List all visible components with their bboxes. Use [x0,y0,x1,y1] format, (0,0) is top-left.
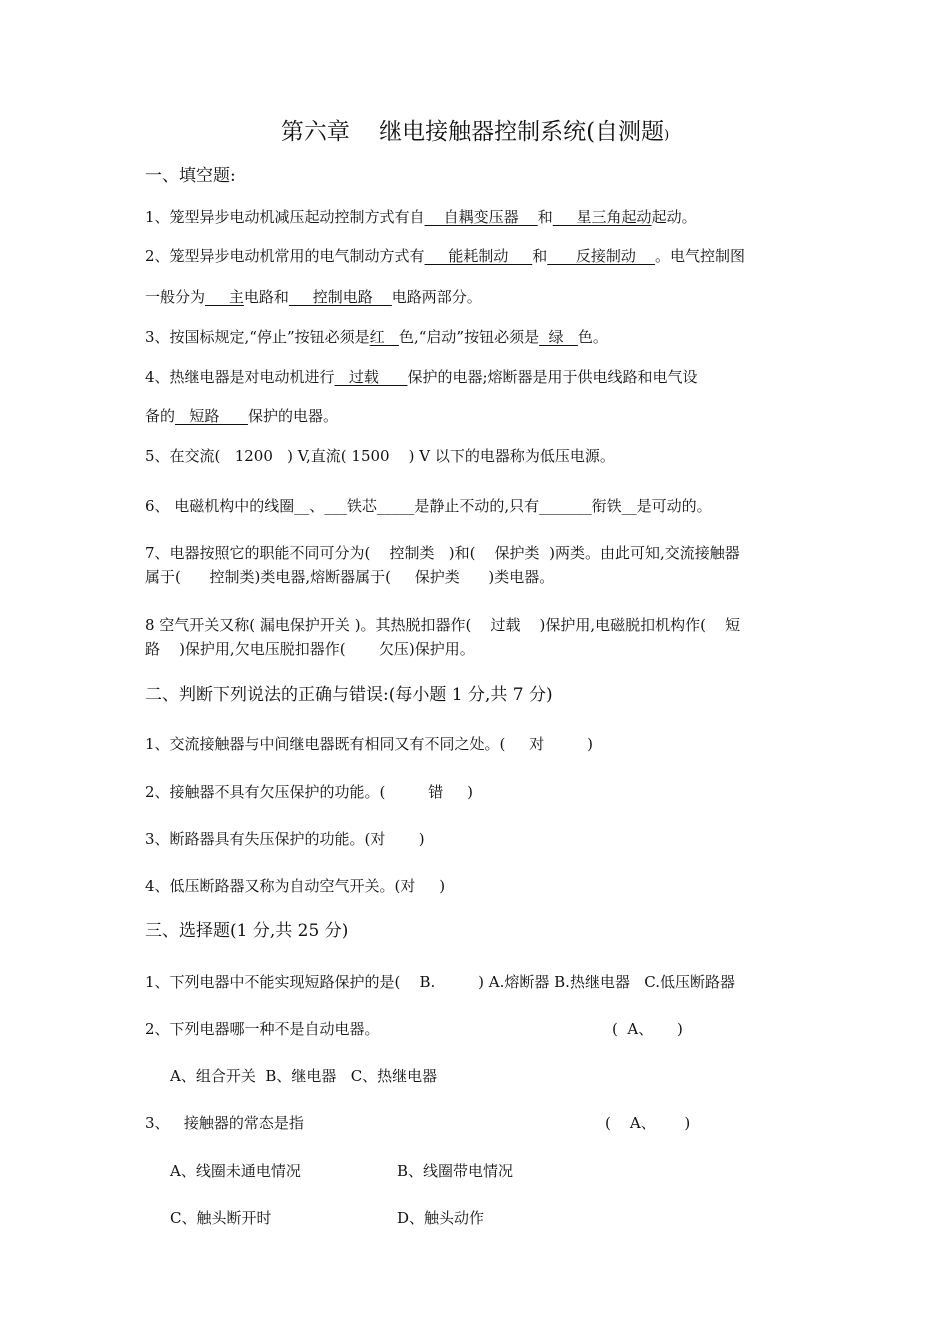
q1-answer-1: 自耦变压器 [424,208,538,226]
judge-question-4: 4、低压断路器又称为自动空气开关。(对 ) [145,877,446,895]
fill-question-2 [145,246,745,266]
fill-question-7-cont: 属于( 控制类)类电器,熔断器属于( 保护类 )类电器。 [145,568,555,586]
section-3-heading: 三、选择题(1 分,共 25 分) [145,921,349,941]
q3-text-a: 3、按国标规定,“停止”按钮必须是 [145,328,370,346]
q2b-text-a: 一般分为 [145,288,206,306]
q1-answer-2: 星三角起动 [552,208,652,226]
fill-question-8-cont: 路 )保护用,欠电压脱扣器作( 欠压)保护用。 [145,640,475,658]
choice-question-2-answer: ( A、 ) [612,1020,683,1038]
judge-question-3: 3、断路器具有失压保护的功能。(对 ) [145,830,425,848]
q2-text-a: 2、笼型异步电动机常用的电气制动方式有 [145,247,425,265]
q3-text-b: 色,“启动”按钮必须是 [398,328,540,346]
q4-text-b: 保护的电器;熔断器是用于供电线路和电气设 [407,368,698,386]
q2-answer-2: 反接制动 [547,247,655,265]
q3-text-c: 色。 [577,328,608,346]
title-main: 第六章 继电接触器控制系统(自测题 [280,119,665,145]
q4-answer-1: 过载 [334,368,408,386]
fill-question-8: 8 空气开关又称( 漏电保护开关 )。其热脱扣器作( 过载 )保护用,电磁脱扣机构作( 短 [145,616,741,634]
q2-text-c: 。电气控制图 [654,247,745,265]
q3-answer-2: 绿 [539,328,578,346]
q2-text-b: 和 [532,247,548,265]
choice-question-2: 2、下列电器哪一种不是自动电器。 [145,1020,380,1038]
section-2-heading: 二、判断下列说法的正确与错误:(每小题 1 分,共 7 分) [145,685,553,705]
choice-question-1: 1、下列电器中不能实现短路保护的是( B. ) A.熔断器 B.热继电器 C.低压断路器 [145,973,735,991]
choice-question-3-option-d: D、触头动作 [397,1209,485,1227]
q1-text-c: 起动。 [651,208,697,226]
choice-question-3-option-b: B、线圈带电情况 [397,1162,514,1180]
section-1-heading: 一、填空题: [145,166,236,186]
q2b-text-b: 电路和 [243,288,289,306]
title-close: ) [664,128,670,143]
choice-question-3: 3、 接触器的常态是指 [145,1114,304,1132]
q1-text-a: 1、笼型异步电动机减压起动控制方式有自 [145,208,425,226]
chapter-title [0,116,950,152]
fill-question-2-cont [145,287,482,307]
q2-answer-1: 能耗制动 [424,247,533,265]
choice-question-3-answer: ( A、 ) [605,1114,691,1132]
q2b-answer-2: 控制电路 [288,288,392,306]
fill-question-5: 5、在交流( 1200 ) V,直流( 1500 ) V 以下的电器称为低压电源。 [145,447,615,465]
q4b-text-b: 保护的电器。 [247,407,338,425]
q2b-text-c: 电路两部分。 [391,288,482,306]
q4b-answer-1: 短路 [175,407,248,425]
q2b-answer-1: 主 [205,288,244,306]
q3-answer-1: 红 [369,328,399,346]
q1-text-b: 和 [537,208,553,226]
fill-question-7: 7、电器按照它的职能不同可分为( 控制类 )和( 保护类 )两类。由此可知,交流接触器 [145,544,740,562]
q4-text-a: 4、热继电器是对电动机进行 [145,368,335,386]
fill-question-4-cont [145,406,338,426]
fill-question-4 [145,367,698,387]
q4b-text-a: 备的 [145,407,176,425]
judge-question-2: 2、接触器不具有欠压保护的功能。( 错 ) [145,783,474,801]
choice-question-3-option-a: A、线圈未通电情况 [170,1162,301,1180]
choice-question-2-options: A、组合开关 B、继电器 C、热继电器 [170,1067,438,1085]
fill-question-6: 6、 电磁机构中的线圈__、___铁芯_____是静止不动的,只有_______衔铁__是可动的。 [145,497,712,515]
choice-question-3-option-c: C、触头断开时 [170,1209,272,1227]
fill-question-3 [145,327,608,347]
judge-question-1: 1、交流接触器与中间继电器既有相同又有不同之处。( 对 ) [145,735,594,753]
fill-question-1 [145,207,697,227]
